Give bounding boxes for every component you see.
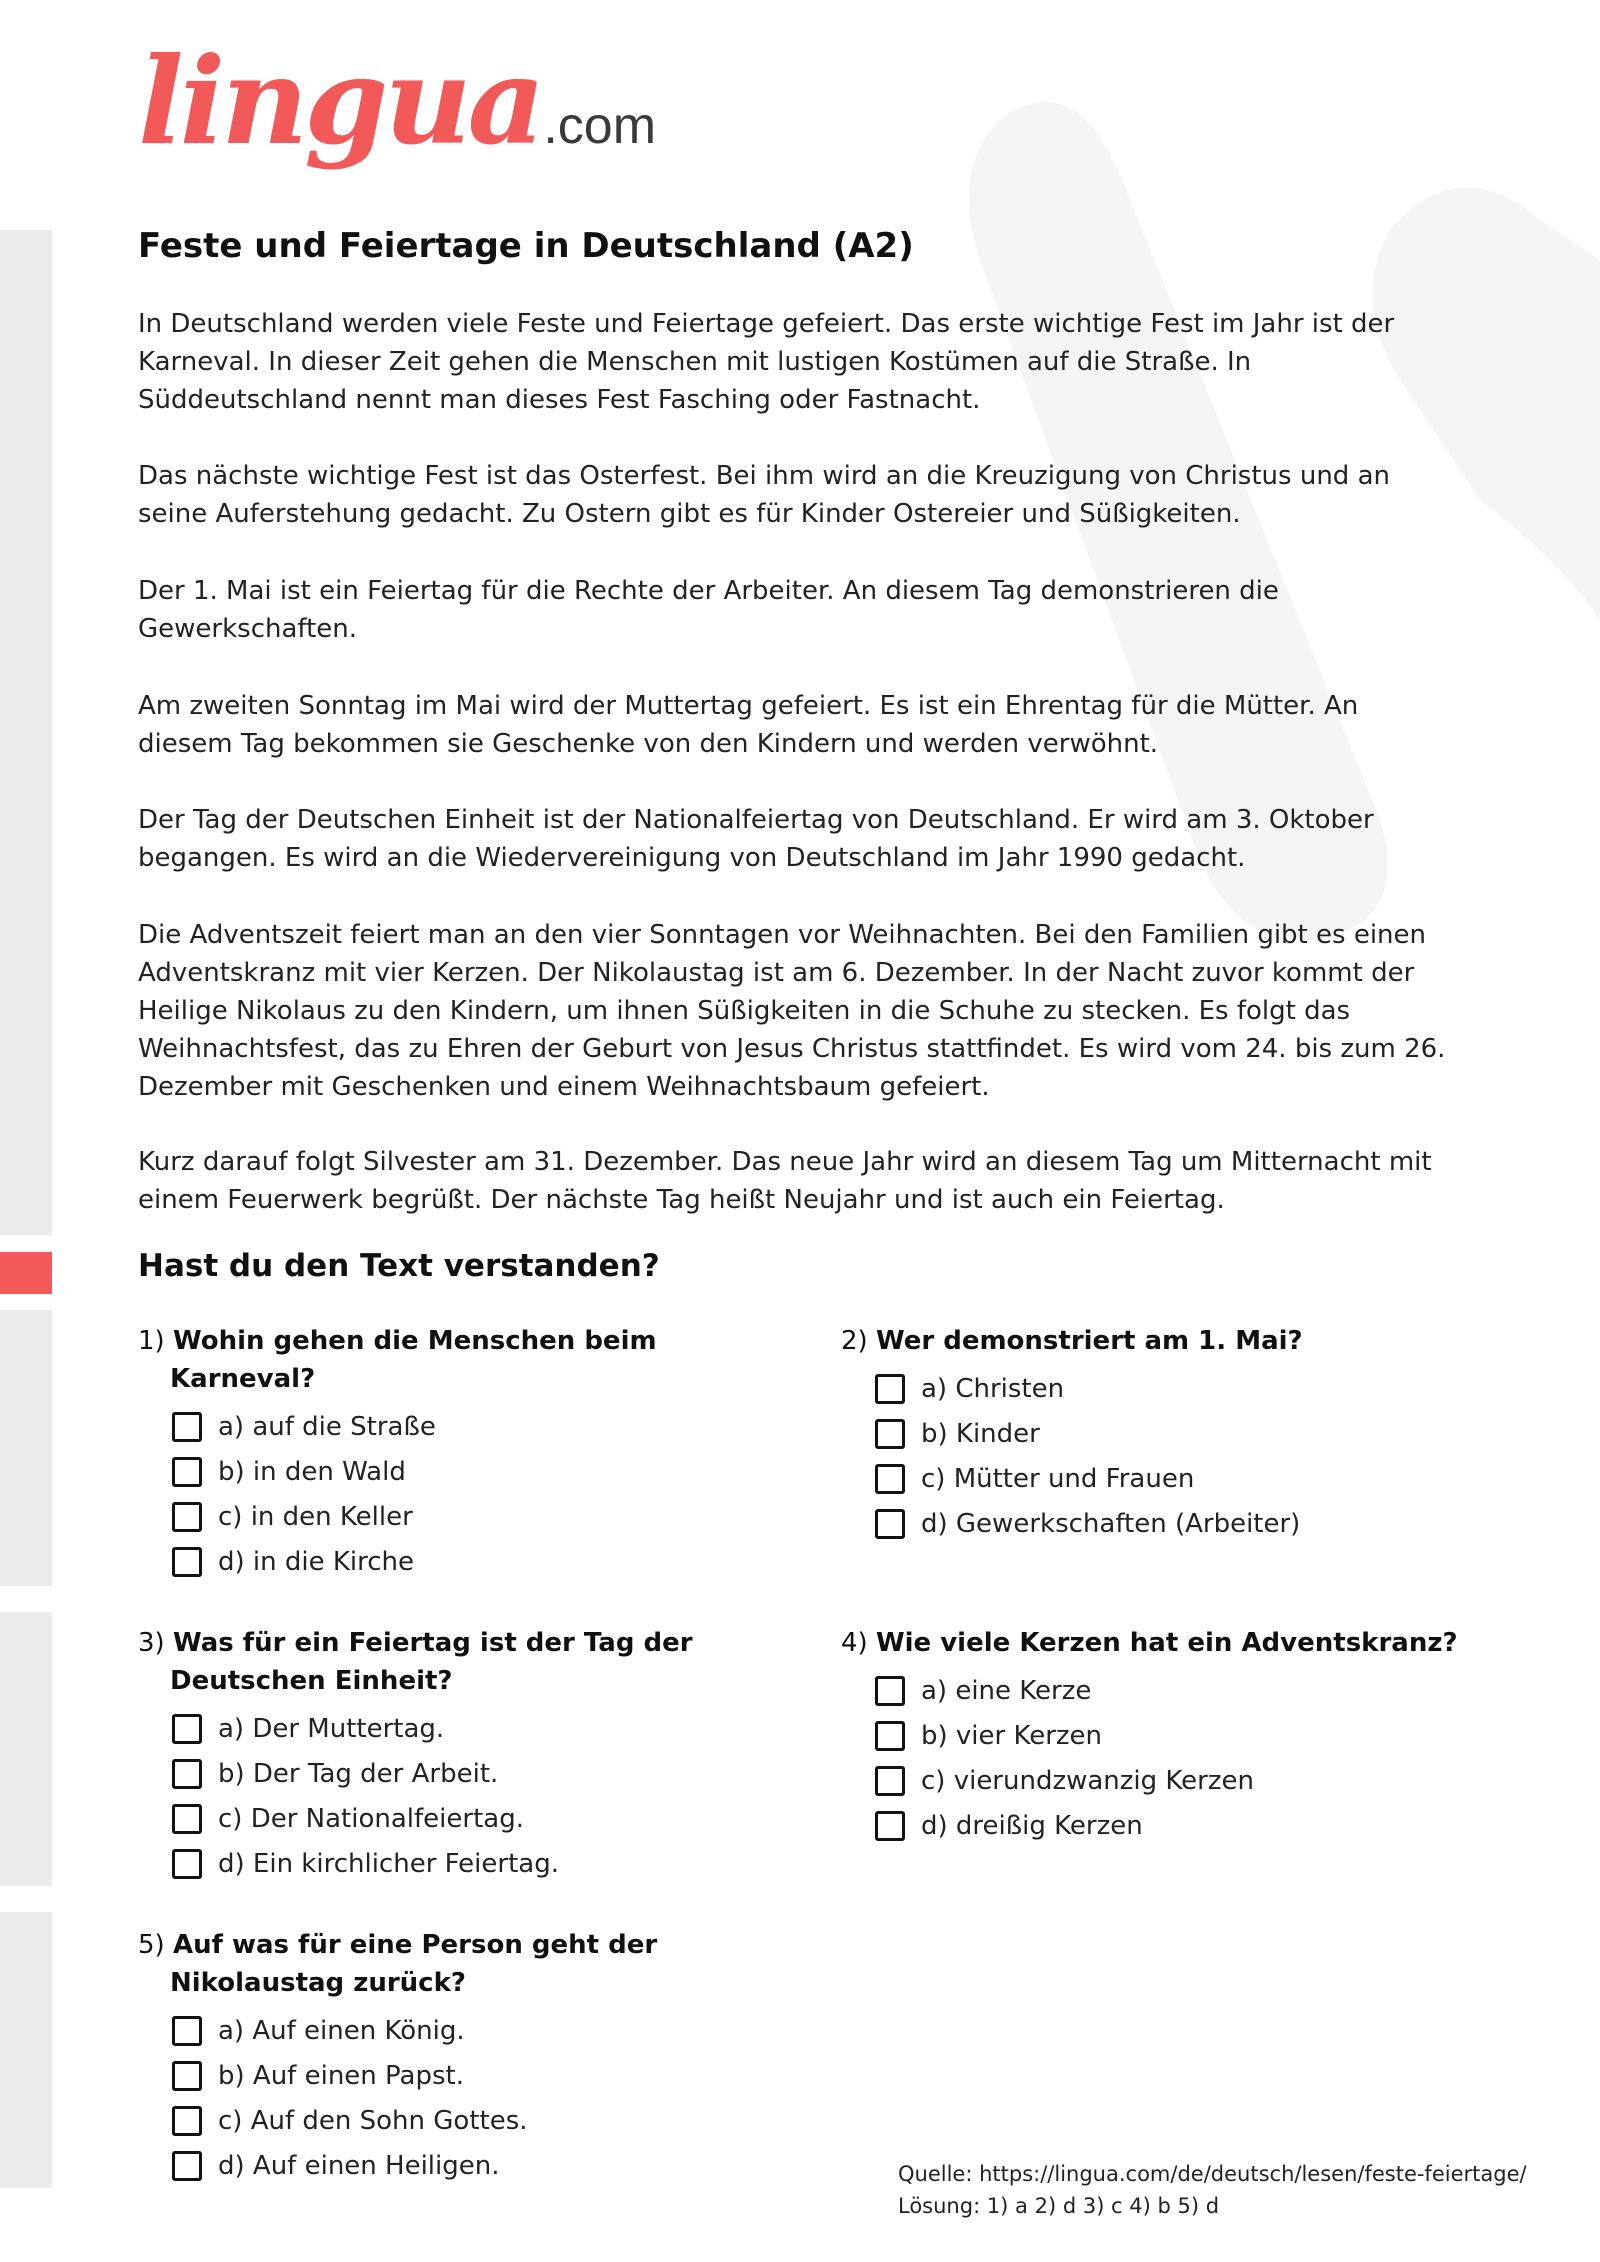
checkbox[interactable]: [172, 2061, 202, 2091]
option-label: a) eine Kerze: [921, 1675, 1092, 1706]
option-1a[interactable]: [172, 1404, 778, 1449]
options-list: [138, 1706, 778, 1886]
question-number: 4): [841, 1628, 868, 1658]
paragraph-2: Das nächste wichtige Fest ist das Osterfest. Bei ihm wird an die Kreuzigung von Christus und an seine Auferstehung gedacht. Zu Ostern gibt es für Kinder Ostereier und Süßigkeiten.: [138, 461, 1390, 529]
question-text: Wie viele Kerzen hat ein Adventskranz?: [875, 1628, 1458, 1658]
checkbox[interactable]: [172, 2151, 202, 2181]
option-label: b) in den Wald: [218, 1456, 406, 1487]
side-bar-2: [0, 1310, 52, 1586]
checkbox[interactable]: [875, 1419, 905, 1449]
checkbox[interactable]: [875, 1464, 905, 1494]
question-text: Auf was für eine Person geht der Nikolaustag zurück?: [170, 1930, 658, 1998]
question-5-head: [138, 1926, 778, 2002]
logo-wordmark: lingua: [138, 31, 542, 172]
checkbox[interactable]: [875, 1766, 905, 1796]
paragraph-5: Der Tag der Deutschen Einheit ist der Nationalfeiertag von Deutschland. Er wird am 3. Oktober begangen. Es wird an die Wiedervereinigung von Deutschland im Jahr 1990 gedacht.: [138, 805, 1374, 873]
option-1c[interactable]: [172, 1494, 778, 1539]
option-3d[interactable]: [172, 1841, 778, 1886]
question-number: 1): [138, 1326, 165, 1356]
page-title: Feste und Feiertage in Deutschland (A2): [138, 226, 914, 266]
option-2d[interactable]: [875, 1501, 1481, 1546]
checkbox[interactable]: [172, 1849, 202, 1879]
option-3c[interactable]: [172, 1796, 778, 1841]
checkbox[interactable]: [172, 1502, 202, 1532]
option-5d[interactable]: [172, 2143, 778, 2188]
option-label: d) dreißig Kerzen: [921, 1810, 1143, 1841]
checkbox[interactable]: [172, 1547, 202, 1577]
option-4b[interactable]: [875, 1713, 1481, 1758]
checkbox[interactable]: [172, 1759, 202, 1789]
option-label: b) vier Kerzen: [921, 1720, 1103, 1751]
option-label: c) Mütter und Frauen: [921, 1463, 1195, 1494]
option-2a[interactable]: [875, 1366, 1481, 1411]
footer: [898, 2158, 1527, 2222]
option-label: a) auf die Straße: [218, 1411, 436, 1442]
question-2: [841, 1322, 1481, 1546]
option-label: c) Auf den Sohn Gottes.: [218, 2105, 528, 2136]
paragraph-6: Die Adventszeit feiert man an den vier Sonntagen vor Weihnachten. Bei den Familien gibt es einen Adventskranz mit vier Kerzen. Der Nikolaustag ist am 6. Dezember. In der Nacht zuvor kommt der Heilige Nikolaus zu den Kindern, um ihnen Süßigkeiten in die Schuhe zu stecken. Es folgt das Weihnachtsfest, das zu Ehren der Geburt von Jesus Christus stattfindet. Es wird vom 24. bis zum 26. Dezember mit Geschenken und einem Weihnachtsbaum gefeiert.: [138, 920, 1446, 1102]
option-label: d) Ein kirchlicher Feiertag.: [218, 1848, 559, 1879]
paragraph-7: Kurz darauf folgt Silvester am 31. Dezember. Das neue Jahr wird an diesem Tag um Mitternacht mit einem Feuerwerk begrüßt. Der nächste Tag heißt Neujahr und ist auch ein Feiertag.: [138, 1147, 1432, 1215]
logo-suffix: .com: [543, 97, 657, 155]
paragraph-4: Am zweiten Sonntag im Mai wird der Muttertag gefeiert. Es ist ein Ehrentag für die Mütter. An diesem Tag bekommen sie Geschenke von den Kindern und werden verwöhnt.: [138, 691, 1359, 759]
quiz-heading: Hast du den Text verstanden?: [138, 1248, 660, 1284]
question-text: Was für ein Feiertag ist der Tag der Deutschen Einheit?: [170, 1628, 693, 1696]
question-5: [138, 1926, 778, 2188]
question-text: Wohin gehen die Menschen beim Karneval?: [170, 1326, 657, 1394]
option-label: d) Auf einen Heiligen.: [218, 2150, 500, 2181]
paragraph-3: Der 1. Mai ist ein Feiertag für die Rechte der Arbeiter. An diesem Tag demonstrieren die Gewerkschaften.: [138, 576, 1279, 644]
options-list: [841, 1366, 1481, 1546]
question-text: Wer demonstriert am 1. Mai?: [875, 1326, 1303, 1356]
question-4-head: [841, 1624, 1481, 1662]
side-bar-4: [0, 1912, 52, 2188]
question-number: 5): [138, 1930, 165, 1960]
option-2b[interactable]: [875, 1411, 1481, 1456]
option-label: a) Christen: [921, 1373, 1065, 1404]
checkbox[interactable]: [172, 1714, 202, 1744]
question-2-head: [841, 1322, 1481, 1360]
solution-text: Lösung: 1) a 2) d 3) c 4) b 5) d: [898, 2194, 1220, 2218]
option-5c[interactable]: [172, 2098, 778, 2143]
option-5b[interactable]: [172, 2053, 778, 2098]
option-label: c) in den Keller: [218, 1501, 413, 1532]
lingua-logo: [138, 31, 657, 172]
option-label: a) Der Muttertag.: [218, 1713, 445, 1744]
source-link[interactable]: Quelle: https://lingua.com/de/deutsch/lesen/feste-feiertage/: [898, 2162, 1527, 2186]
checkbox[interactable]: [875, 1721, 905, 1751]
options-list: [138, 2008, 778, 2188]
side-bar-1: [0, 230, 52, 1235]
question-1-head: [138, 1322, 778, 1398]
checkbox[interactable]: [875, 1374, 905, 1404]
option-label: d) Gewerkschaften (Arbeiter): [921, 1508, 1301, 1539]
side-bar-accent: [0, 1252, 52, 1294]
options-list: [841, 1668, 1481, 1848]
question-number: 3): [138, 1628, 165, 1658]
checkbox[interactable]: [172, 1412, 202, 1442]
options-list: [138, 1404, 778, 1584]
option-label: b) Auf einen Papst.: [218, 2060, 464, 2091]
option-4c[interactable]: [875, 1758, 1481, 1803]
option-1d[interactable]: [172, 1539, 778, 1584]
question-3: [138, 1624, 778, 1886]
option-label: b) Der Tag der Arbeit.: [218, 1758, 499, 1789]
question-1: [138, 1322, 778, 1584]
paragraph-1: In Deutschland werden viele Feste und Feiertage gefeiert. Das erste wichtige Fest im Jahr ist der Karneval. In dieser Zeit gehen die Menschen mit lustigen Kostümen auf die Straße. In Süddeutschland nennt man dieses Fest Fasching oder Fastnacht.: [138, 309, 1395, 415]
checkbox[interactable]: [172, 1804, 202, 1834]
option-4a[interactable]: [875, 1668, 1481, 1713]
question-3-head: [138, 1624, 778, 1700]
option-2c[interactable]: [875, 1456, 1481, 1501]
option-label: b) Kinder: [921, 1418, 1040, 1449]
question-4: [841, 1624, 1481, 1848]
checkbox[interactable]: [172, 1457, 202, 1487]
option-label: a) Auf einen König.: [218, 2015, 465, 2046]
checkbox[interactable]: [172, 2016, 202, 2046]
question-number: 2): [841, 1326, 868, 1356]
option-4d[interactable]: [875, 1803, 1481, 1848]
checkbox[interactable]: [875, 1509, 905, 1539]
option-3b[interactable]: [172, 1751, 778, 1796]
option-label: d) in die Kirche: [218, 1546, 415, 1577]
option-label: c) Der Nationalfeiertag.: [218, 1803, 524, 1834]
checkbox[interactable]: [875, 1811, 905, 1841]
option-3a[interactable]: [172, 1706, 778, 1751]
option-5a[interactable]: [172, 2008, 778, 2053]
option-label: c) vierundzwanzig Kerzen: [921, 1765, 1254, 1796]
checkbox[interactable]: [875, 1676, 905, 1706]
side-bar-3: [0, 1612, 52, 1886]
checkbox[interactable]: [172, 2106, 202, 2136]
option-1b[interactable]: [172, 1449, 778, 1494]
